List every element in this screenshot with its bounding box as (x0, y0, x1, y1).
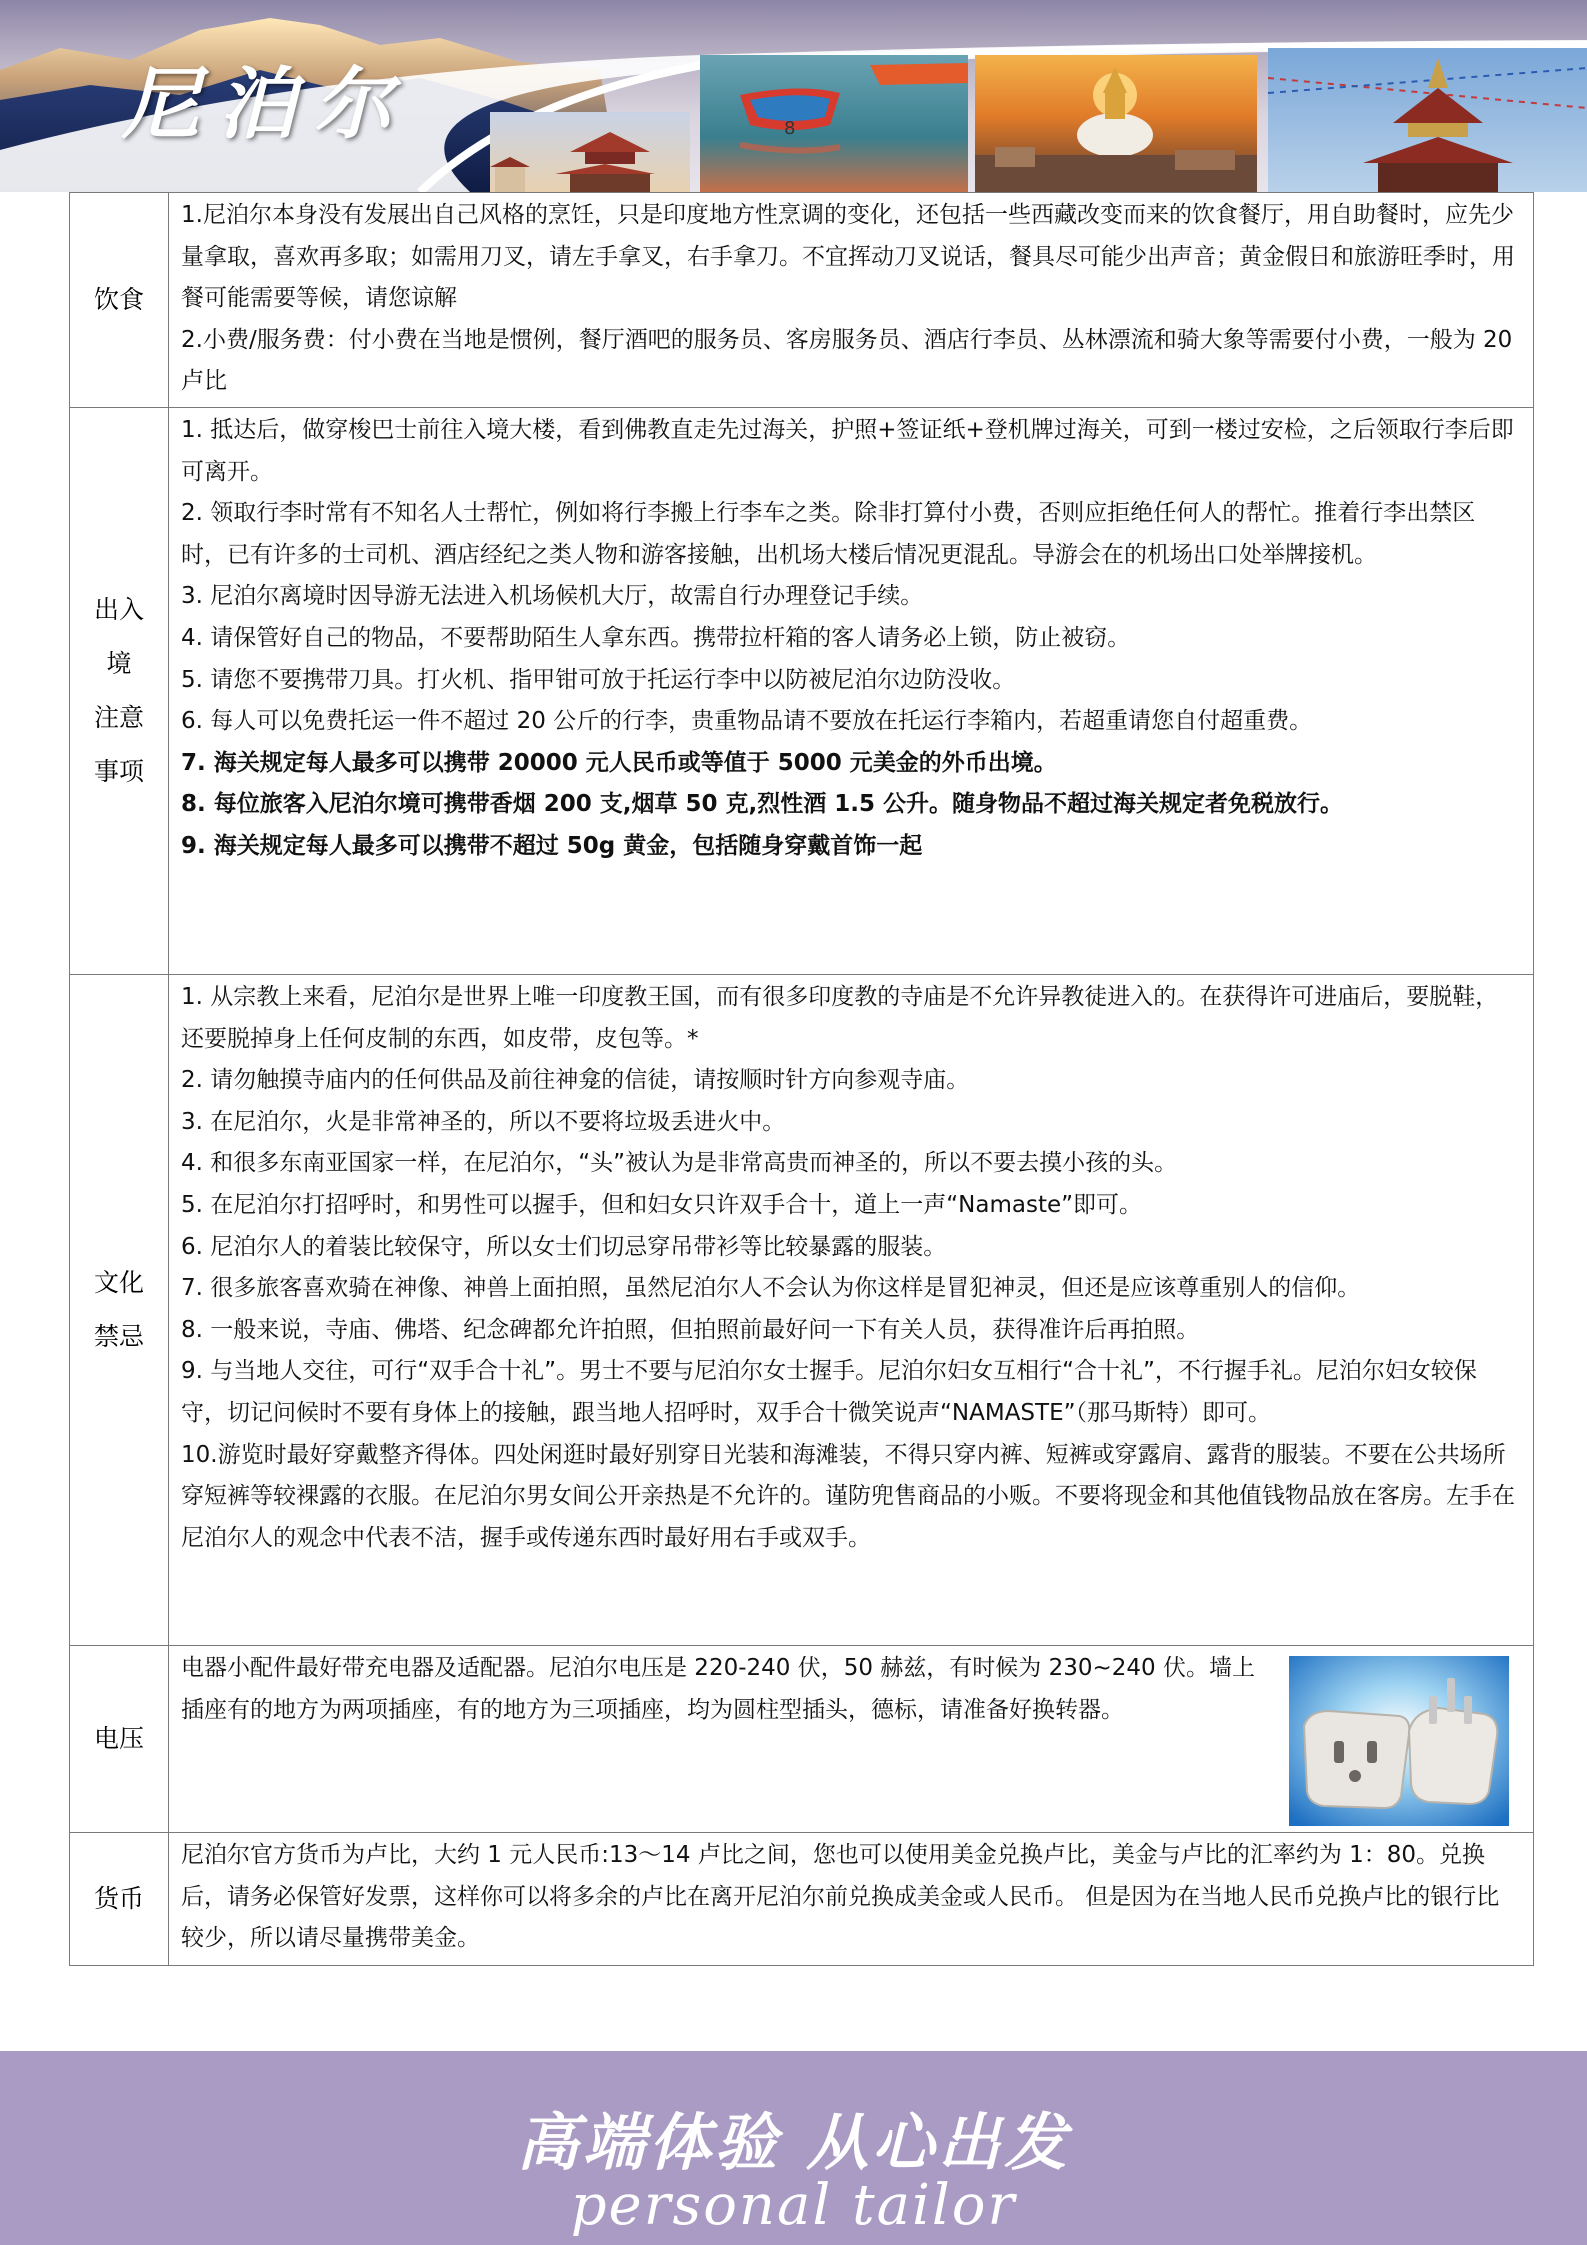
label-line: 出入 (93, 594, 144, 624)
culture-item-2: 2. 请勿触摸寺庙内的任何供品及前往神龛的信徒，请按顺时针方向参观寺庙。 (181, 1067, 970, 1094)
label-line: 注意 (93, 702, 144, 732)
label-text: 饮食 (93, 284, 144, 314)
entry-item-1: 1. 抵达后，做穿梭巴士前往入境大楼，看到佛教直走先过海关，护照+签证纸+登机牌过海关，可到一楼过安检，之后领取行李后即可离开。 (181, 416, 1514, 485)
label-line: 事项 (93, 756, 144, 786)
page-number: 8 (784, 118, 796, 139)
entry-item-7: 7. 海关规定每人最多可以携带 20000 元人民币或等值于 5000 元美金的外币出境。 (181, 749, 1057, 776)
culture-item-10: 10.游览时最好穿戴整齐得体。四处闲逛时最好别穿日光装和海滩装，不得只穿内裤、短裤或穿露肩、露背的服装。不要在公共场所穿短裤等较裸露的衣服。在尼泊尔男女间公开亲热是不允许的。谨防兜售商品的小贩。不要将现金和其他值钱物品放在客房。左手在尼泊尔人的观念中代表不洁，握手或传递东西时最好用右手或双手。 (181, 1441, 1515, 1551)
section-content-culture (169, 974, 1534, 1645)
culture-item-4: 4. 和很多东南亚国家一样，在尼泊尔，“头”被认为是非常高贵而神圣的，所以不要去摸小孩的头。 (181, 1150, 1178, 1177)
plug-adapter-image (1289, 1656, 1509, 1826)
entry-item-5: 5. 请您不要携带刀具。打火机、指甲钳可放于托运行李中以防被尼泊尔边防没收。 (181, 666, 1016, 693)
label-line: 文化 (93, 1267, 144, 1297)
entry-item-4: 4. 请保管好自己的物品，不要帮助陌生人拿东西。携带拉杆箱的客人请务必上锁，防止被窃。 (181, 624, 1131, 651)
label-line: 禁忌 (93, 1321, 144, 1351)
section-label-voltage (70, 1645, 169, 1832)
entry-item-9: 9. 海关规定每人最多可以携带不超过 50g 黄金，包括随身穿戴首饰一起 (181, 832, 923, 859)
food-paragraph-2: 2.小费/服务费：付小费在当地是惯例，餐厅酒吧的服务员、客房服务员、酒店行李员、丛林漂流和骑大象等需要付小费，一般为 20 卢比 (181, 326, 1513, 395)
culture-item-7: 7. 很多旅客喜欢骑在神像、神兽上面拍照，虽然尼泊尔人不会认为你这样是冒犯神灵，但还是应该尊重别人的信仰。 (181, 1275, 1361, 1302)
table-row-currency (70, 1832, 1534, 1965)
entry-item-3: 3. 尼泊尔离境时因导游无法进入机场候机大厅，故需自行办理登记手续。 (181, 583, 924, 610)
entry-item-2: 2. 领取行李时常有不知名人士帮忙，例如将行李搬上行李车之类。除非打算付小费，否则应拒绝任何人的帮忙。推着行李出禁区时，已有许多的士司机、酒店经纪之类人物和游客接触，出机场大楼后情况更混乱。导游会在的机场出口处举牌接机。 (181, 500, 1476, 568)
entry-item-6: 6. 每人可以免费托运一件不超过 20 公斤的行李，贵重物品请不要放在托运行李箱内，若超重请您自付超重费。 (181, 708, 1313, 735)
table-row-voltage (70, 1645, 1534, 1832)
section-content-entry-exit (169, 407, 1534, 974)
stupa-photo (975, 55, 1257, 192)
culture-item-5: 5. 在尼泊尔打招呼时，和男性可以握手，但和妇女只许双手合十，道上一声“Namaste”即可。 (181, 1191, 1143, 1218)
section-content-currency (169, 1832, 1534, 1965)
footer-subtitle: personal tailor (570, 2173, 1017, 2238)
culture-item-8: 8. 一般来说，寺庙、佛塔、纪念碑都允许拍照，但拍照前最好问一下有关人员，获得准许后再拍照。 (181, 1316, 1200, 1343)
temple-photo (490, 112, 690, 192)
table-row-culture (70, 974, 1534, 1645)
culture-item-6: 6. 尼泊尔人的着装比较保守，所以女士们切忌穿吊带衫等比较暴露的服装。 (181, 1233, 947, 1260)
header-banner (0, 0, 1587, 192)
culture-item-3: 3. 在尼泊尔，火是非常神圣的，所以不要将垃圾丢进火中。 (181, 1108, 786, 1135)
footer-slogan: 高端体验 从心出发 (516, 2106, 1071, 2179)
voltage-wrap (181, 1648, 1521, 1731)
label-line: 境 (106, 648, 132, 678)
section-label-currency (70, 1832, 169, 1965)
section-label-entry-exit (70, 407, 169, 974)
entry-item-8: 8. 每位旅客入尼泊尔境可携带香烟 200 支,烟草 50 克,烈性酒 1.5 公升。随身物品不超过海关规定者免税放行。 (181, 791, 1344, 818)
culture-item-1: 1. 从宗教上来看，尼泊尔是世界上唯一印度教王国，而有很多印度教的寺庙是不允许异教徒进入的。在获得许可进庙后，要脱鞋，还要脱掉身上任何皮制的东西，如皮带，皮包等。* (181, 983, 1499, 1052)
food-paragraph-1: 1.尼泊尔本身没有发展出自己风格的烹饪，只是印度地方性烹调的变化，还包括一些西藏改变而来的饮食餐厅，用自助餐时，应先少量拿取，喜欢再多取；如需用刀叉，请左手拿叉，右手拿刀。不宜挥动刀叉说话，餐具尽可能少出声音；黄金假日和旅游旺季时，用餐可能需要等候，请您谅解 (181, 202, 1515, 312)
section-label-culture (70, 974, 169, 1645)
currency-text: 尼泊尔官方货币为卢比，大约 1 元人民币:13～14 卢比之间，您也可以使用美金兑换卢比，美金与卢比的汇率约为 1：80。兑换后，请务必保管好发票，这样你可以将多余的卢比在离开尼泊尔前兑换成美金或人民币。 但是因为在当地人民币兑换卢比的银行比较少，所以请尽量携带美金。 (181, 1841, 1500, 1952)
voltage-text: 电器小配件最好带充电器及适配器。尼泊尔电压是 220-240 伏，50 赫兹，有时候为 230~240 伏。墙上插座有的地方为两项插座，有的地方为三项插座，均为圆柱型插头，德标，请准备好换转器。 (181, 1654, 1255, 1723)
pagoda-photo (1268, 48, 1587, 192)
label-text: 货币 (93, 1883, 144, 1913)
table-row-entry-exit (70, 407, 1534, 974)
culture-item-9: 9. 与当地人交往，可行“双手合十礼”。男士不要与尼泊尔女士握手。尼泊尔妇女互相行“合十礼”，不行握手礼。尼泊尔妇女较保守，切记问候时不要有身体上的接触，跟当地人招呼时，双手合十微笑说声“NAMASTE”（那马斯特）即可。 (181, 1358, 1477, 1426)
boat-photo (700, 55, 968, 192)
section-label-food (70, 193, 169, 408)
section-content-food (169, 193, 1534, 408)
travel-info-table (69, 192, 1534, 1966)
section-content-voltage (169, 1645, 1534, 1832)
footer-banner (0, 2051, 1587, 2245)
table-row-food (70, 193, 1534, 408)
page-title: 尼泊尔 (122, 59, 411, 150)
label-text: 电压 (93, 1723, 144, 1753)
